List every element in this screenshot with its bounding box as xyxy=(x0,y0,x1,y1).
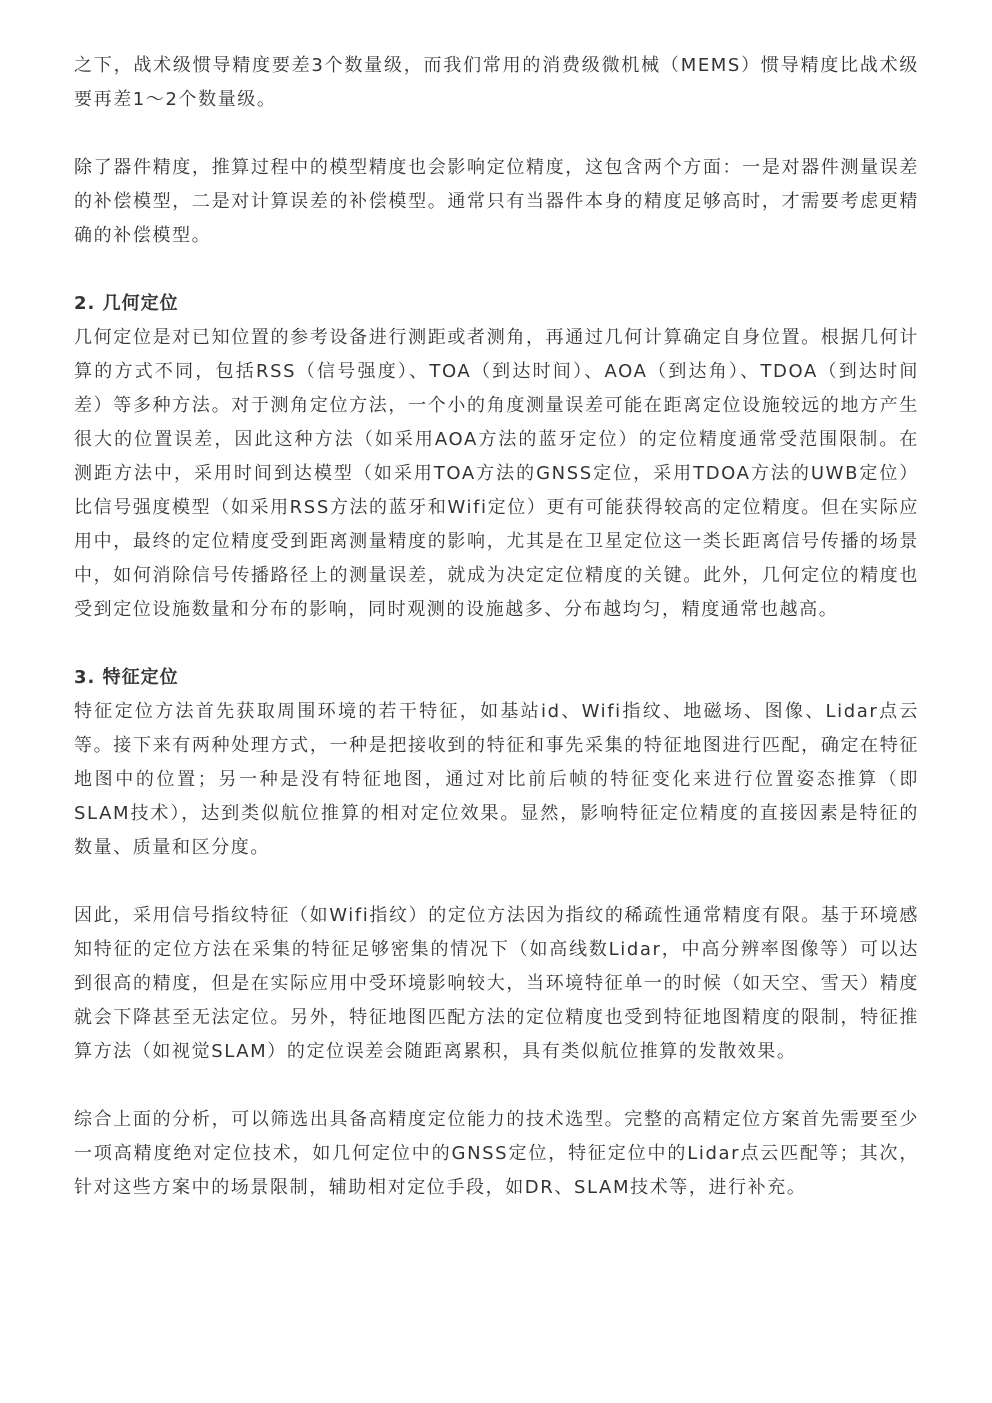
intro-paragraph-1: 之下，战术级惯导精度要差3个数量级，而我们常用的消费级微机械（MEMS）惯导精度比战术级要再差1～2个数量级。 xyxy=(74,55,919,110)
section-2-heading: 2. 几何定位 xyxy=(74,293,179,314)
section-2-paragraph: 几何定位是对已知位置的参考设备进行测距或者测角，再通过几何计算确定自身位置。根据几何计算的方式不同，包括RSS（信号强度）、TOA（到达时间）、AOA（到达角）、TDOA（到达时间差）等多种方法。对于测角定位方法，一个小的角度测量误差可能在距离定位设施较远的地方产生很大的位置误差，因此这种方法（如采用AOA方法的蓝牙定位）的定位精度通常受范围限制。在测距方法中，采用时间到达模型（如采用TOA方法的GNSS定位，采用TDOA方法的UWB定位）比信号强度模型（如采用RSS方法的蓝牙和Wifi定位）更有可能获得较高的定位精度。但在实际应用中，最终的定位精度受到距离测量精度的影响，尤其是在卫星定位这一类长距离信号传播的场景中，如何消除信号传播路径上的测量误差，就成为决定定位精度的关键。此外，几何定位的精度也受到定位设施数量和分布的影响，同时观测的设施越多、分布越均匀，精度通常也越高。 xyxy=(74,327,919,620)
intro-paragraph-2: 除了器件精度，推算过程中的模型精度也会影响定位精度，这包含两个方面：一是对器件测量误差的补偿模型，二是对计算误差的补偿模型。通常只有当器件本身的精度足够高时，才需要考虑更精确的补偿模型。 xyxy=(74,157,919,246)
section-3-heading: 3. 特征定位 xyxy=(74,667,179,688)
section-3-paragraph-2: 因此，采用信号指纹特征（如Wifi指纹）的定位方法因为指纹的稀疏性通常精度有限。基于环境感知特征的定位方法在采集的特征足够密集的情况下（如高线数Lidar，中高分辨率图像等）可以达到很高的精度，但是在实际应用中受环境影响较大，当环境特征单一的时候（如天空、雪天）精度就会下降甚至无法定位。另外，特征地图匹配方法的定位精度也受到特征地图精度的限制，特征推算方法（如视觉SLAM）的定位误差会随距离累积，具有类似航位推算的发散效果。 xyxy=(74,905,919,1062)
summary-paragraph: 综合上面的分析，可以筛选出具备高精度定位能力的技术选型。完整的高精定位方案首先需要至少一项高精度绝对定位技术，如几何定位中的GNSS定位，特征定位中的Lidar点云匹配等；其次，针对这些方案中的场景限制，辅助相对定位手段，如DR、SLAM技术等，进行补充。 xyxy=(74,1109,919,1198)
section-3-paragraph-1: 特征定位方法首先获取周围环境的若干特征，如基站id、Wifi指纹、地磁场、图像、Lidar点云等。接下来有两种处理方式，一种是把接收到的特征和事先采集的特征地图进行匹配，确定在特征地图中的位置；另一种是没有特征地图，通过对比前后帧的特征变化来进行位置姿态推算（即SLAM技术），达到类似航位推算的相对定位效果。显然，影响特征定位精度的直接因素是特征的数量、质量和区分度。 xyxy=(74,701,919,858)
document-page xyxy=(74,49,919,1239)
